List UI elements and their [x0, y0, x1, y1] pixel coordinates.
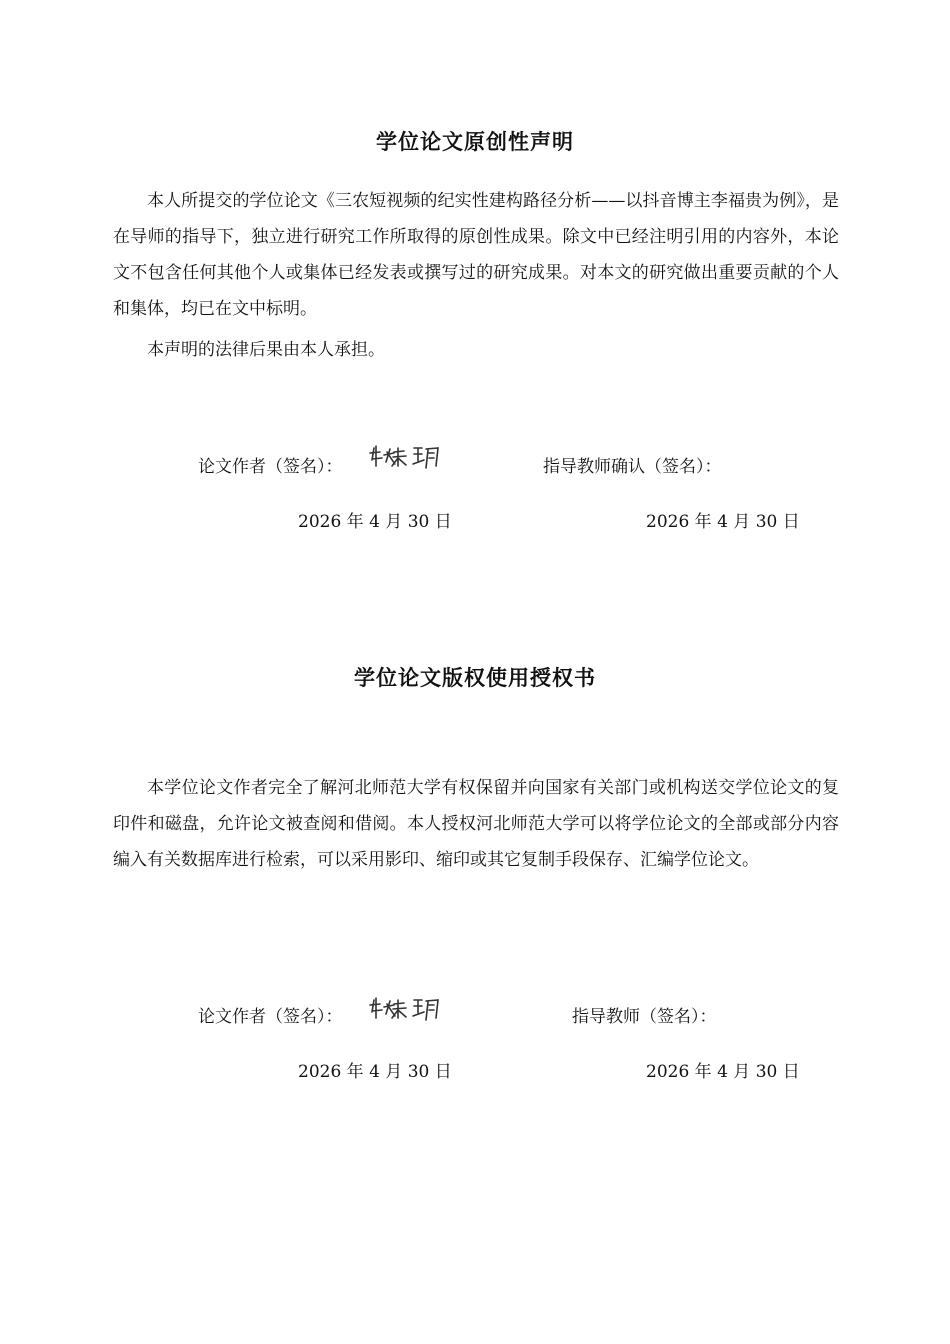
declaration-paragraph-1: 本人所提交的学位论文《三农短视频的纪实性建构路径分析——以抖音博主李福贵为例》，是在导师的指导下，独立进行研究工作所取得的原创性成果。除文中已经注明引用的内容外，本论文不包含任何其他个人或集体已经发表或撰写过的研究成果。对本文的研究做出重要贡献的个人和集体，均已在文中标明。	[113, 191, 839, 319]
declaration-title: 学位论文原创性声明	[376, 130, 574, 154]
declaration-author-label: 论文作者（签名）：	[198, 457, 343, 477]
authorization-author-label: 论文作者（签名）：	[198, 1007, 343, 1027]
authorization-title: 学位论文版权使用授权书	[354, 666, 596, 690]
declaration-supervisor-date: 2026 年 4 月 30 日	[646, 512, 800, 532]
declaration-supervisor-label: 指导教师确认（签名）：	[543, 457, 722, 477]
authorization-paragraph-1: 本学位论文作者完全了解河北师范大学有权保留并向国家有关部门或机构送交学位论文的复印件和磁盘，允许论文被查阅和借阅。本人授权河北师范大学可以将学位论文的全部或部分内容编入有关数据库进行检索，可以采用影印、缩印或其它复制手段保存、汇编学位论文。	[113, 778, 839, 870]
authorization-supervisor-label: 指导教师（签名）：	[572, 1007, 717, 1027]
declaration-paragraph-2: 本声明的法律后果由本人承担。	[147, 340, 385, 360]
authorization-author-signature-image	[368, 992, 448, 1022]
declaration-author-date: 2026 年 4 月 30 日	[298, 512, 452, 532]
authorization-author-date: 2026 年 4 月 30 日	[298, 1062, 452, 1082]
authorization-supervisor-date: 2026 年 4 月 30 日	[646, 1062, 800, 1082]
declaration-author-signature-image	[368, 440, 448, 470]
